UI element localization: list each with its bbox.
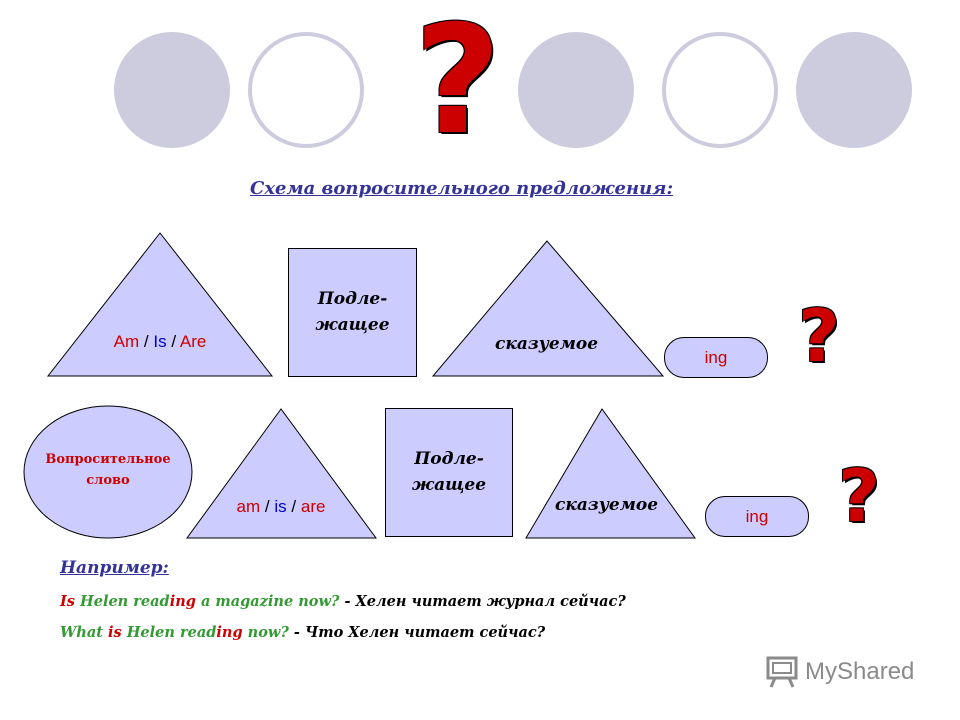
subject-box: Подле- жащее	[288, 248, 417, 377]
predicate-label: сказуемое	[495, 334, 599, 354]
deco-circle-2	[250, 34, 362, 146]
watermark-text: MyShared	[805, 658, 915, 685]
example-heading: Например:	[60, 558, 169, 578]
question-word-label: Вопросительное слово	[45, 452, 171, 488]
ing-ending-pill: ing	[664, 337, 768, 378]
triangle-predicate-row1	[433, 241, 663, 376]
triangle-auxiliary-row1	[48, 233, 272, 376]
deco-circle-1	[114, 32, 230, 148]
example-line-1: Is Helen reading a magazine now? - Хелен читает журнал сейчас?	[60, 593, 626, 610]
question-mark-icon: ?	[414, 0, 502, 168]
deco-circle-3	[518, 32, 634, 148]
example-line-2: What is Helen reading now? - Что Хелен читает сейчас?	[60, 624, 546, 641]
subject-box: Подле- жащее	[385, 408, 513, 537]
deco-circle-5	[796, 32, 912, 148]
page-title: Схема вопросительного предложения:	[250, 178, 674, 199]
auxiliary-verbs-label: Am / Is / Are	[113, 332, 207, 351]
question-mark-icon: ?	[838, 454, 880, 538]
triangle-predicate-row2	[526, 409, 695, 538]
ing-ending-pill: ing	[705, 496, 809, 537]
presentation-board-icon	[765, 656, 799, 688]
auxiliary-verbs-label: am / is / are	[236, 497, 326, 516]
watermark	[765, 656, 914, 688]
triangle-auxiliary-row2	[187, 409, 376, 538]
question-mark-icon: ?	[798, 294, 840, 378]
predicate-label: сказуемое	[555, 495, 659, 515]
deco-circle-4	[664, 34, 776, 146]
